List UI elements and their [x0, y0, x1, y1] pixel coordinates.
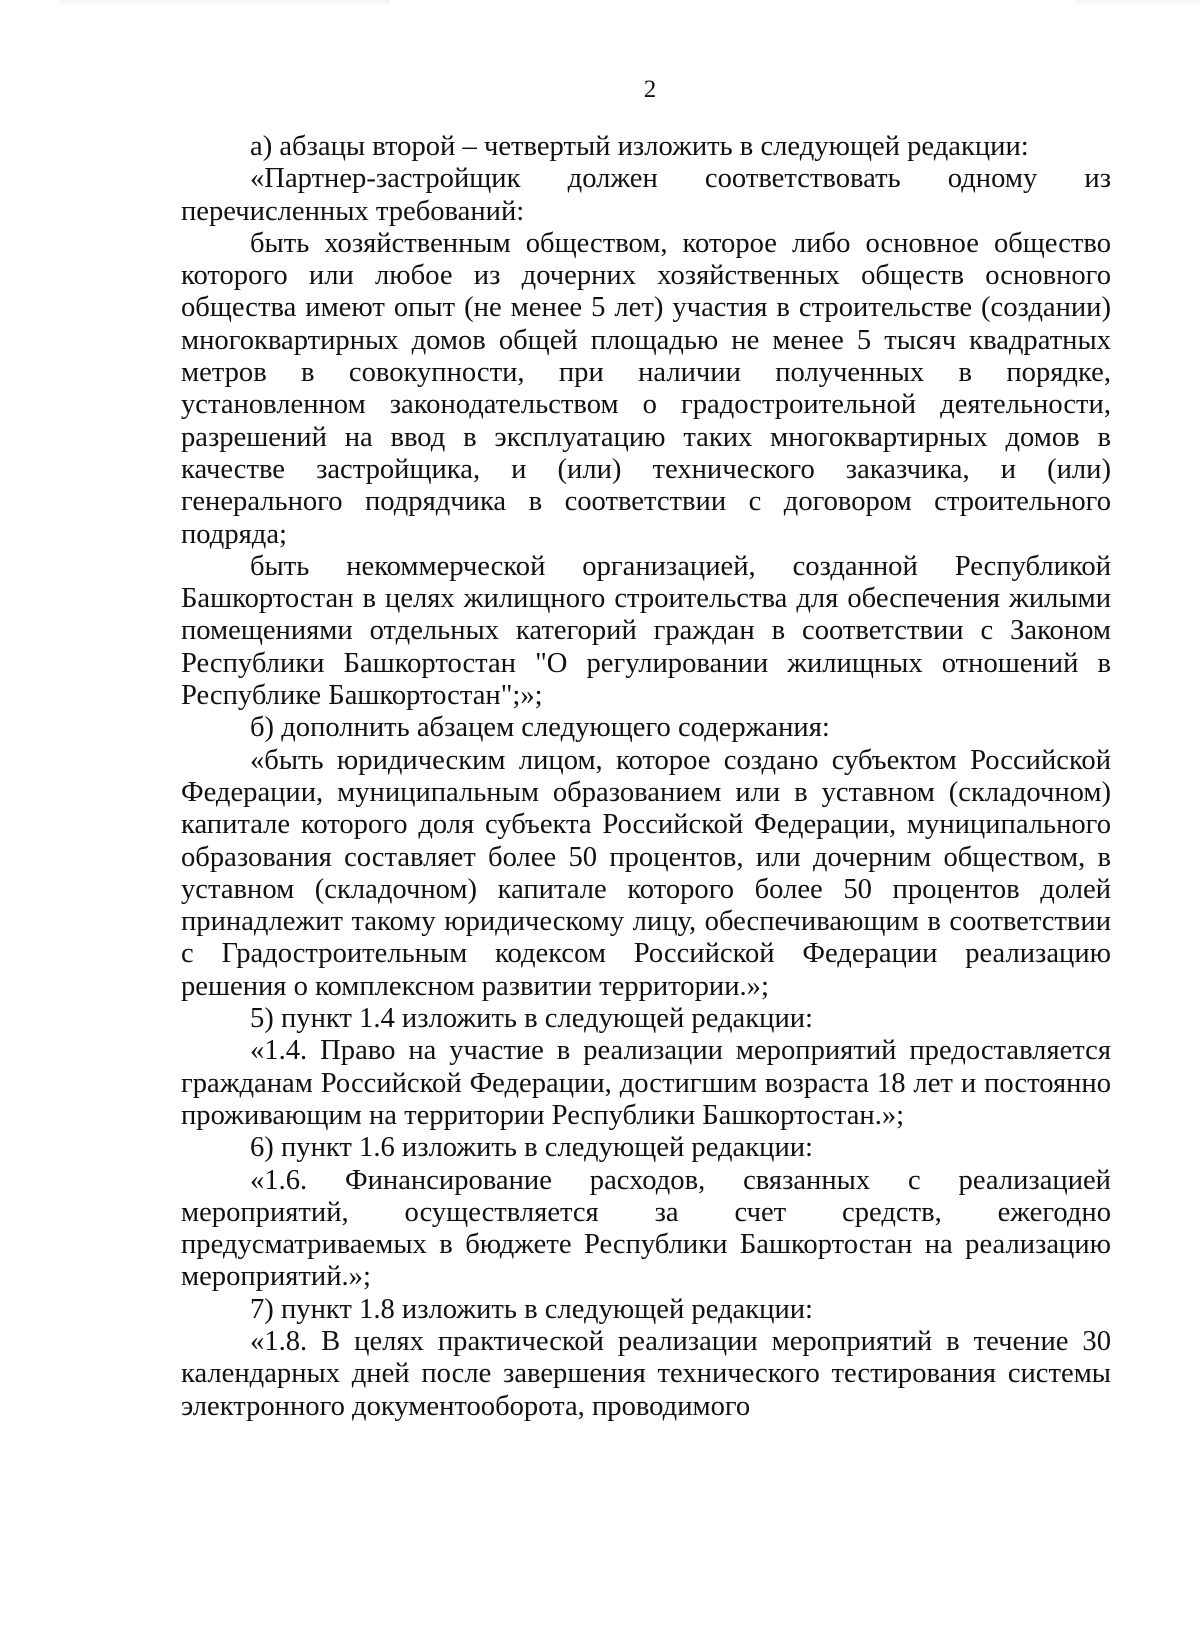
paragraph-subitem-b: б) дополнить абзацем следующего содержания: [250, 712, 830, 744]
paragraph-item-7: 7) пункт 1.8 изложить в следующей редакции: [250, 1293, 813, 1325]
paragraph-clause-1-4: «1.4. Право на участие в реализации мероприятий предоставляется гражданам Российской Федерации, достигшим возраста 18 лет и постоянно проживающим на территории Республики Башкортостан.»; [181, 1035, 1111, 1131]
document-body [181, 131, 1111, 1423]
paragraph-nonprofit-requirement: быть некоммерческой организацией, созданной Республикой Башкортостан в целях жилищного строительства для обеспечения жилыми помещениями отдельных категорий граждан в соответствии с Законом Республики Башкортостан "О регулировании жилищных отношений в Республике Башкортостан";»; [181, 550, 1111, 712]
paragraph-item-5: 5) пункт 1.4 изложить в следующей редакции: [250, 1003, 813, 1035]
scan-artifact [60, 0, 390, 6]
paragraph-business-entity-requirement: быть хозяйственным обществом, которое либо основное общество которого или любое из дочерних хозяйственных обществ основного общества имеют опыт (не менее 5 лет) участия в строительстве (создании) многоквартирных домов общей площадью не менее 5 тысяч квадратных метров в совокупности, при наличии полученных в порядке, установленном законодательством о градостроительной деятельности, разрешений на ввод в эксплуатацию таких многоквартирных домов в качестве застройщика, и (или) технического заказчика, и (или) генерального подрядчика в соответствии с договором строительного подряда; [181, 227, 1111, 550]
paragraph-item-6: 6) пункт 1.6 изложить в следующей редакции: [250, 1132, 813, 1164]
paragraph-legal-entity-requirement: «быть юридическим лицом, которое создано субъектом Российской Федерации, муниципальным образованием или в уставном (складочном) капитале которого доля субъекта Российской Федерации, муниципального образования составляет более 50 процентов, или дочерним обществом, в уставном (складочном) капитале которого более 50 процентов долей принадлежит такому юридическому лицу, обеспечивающим в соответствии с Градостроительным кодексом Российской Федерации реализацию решения о комплексном развитии территории.»; [181, 744, 1111, 1002]
paragraph-subitem-a: а) абзацы второй – четвертый изложить в следующей редакции: [250, 131, 1029, 162]
paragraph-clause-1-8: «1.8. В целях практической реализации мероприятий в течение 30 календарных дней после завершения технического тестирования системы электронного документооборота, проводимого [181, 1325, 1111, 1422]
scan-artifact [1075, 0, 1200, 6]
paragraph-quoted-requirements-intro: «Партнер-застройщик должен соответствовать одному из перечисленных требований: [181, 163, 1111, 227]
paragraph-clause-1-6: «1.6. Финансирование расходов, связанных с реализацией мероприятий, осуществляется за счет средств, ежегодно предусматриваемых в бюджете Республики Башкортостан на реализацию мероприятий.»; [181, 1164, 1111, 1293]
page-number: 2 [643, 76, 657, 103]
